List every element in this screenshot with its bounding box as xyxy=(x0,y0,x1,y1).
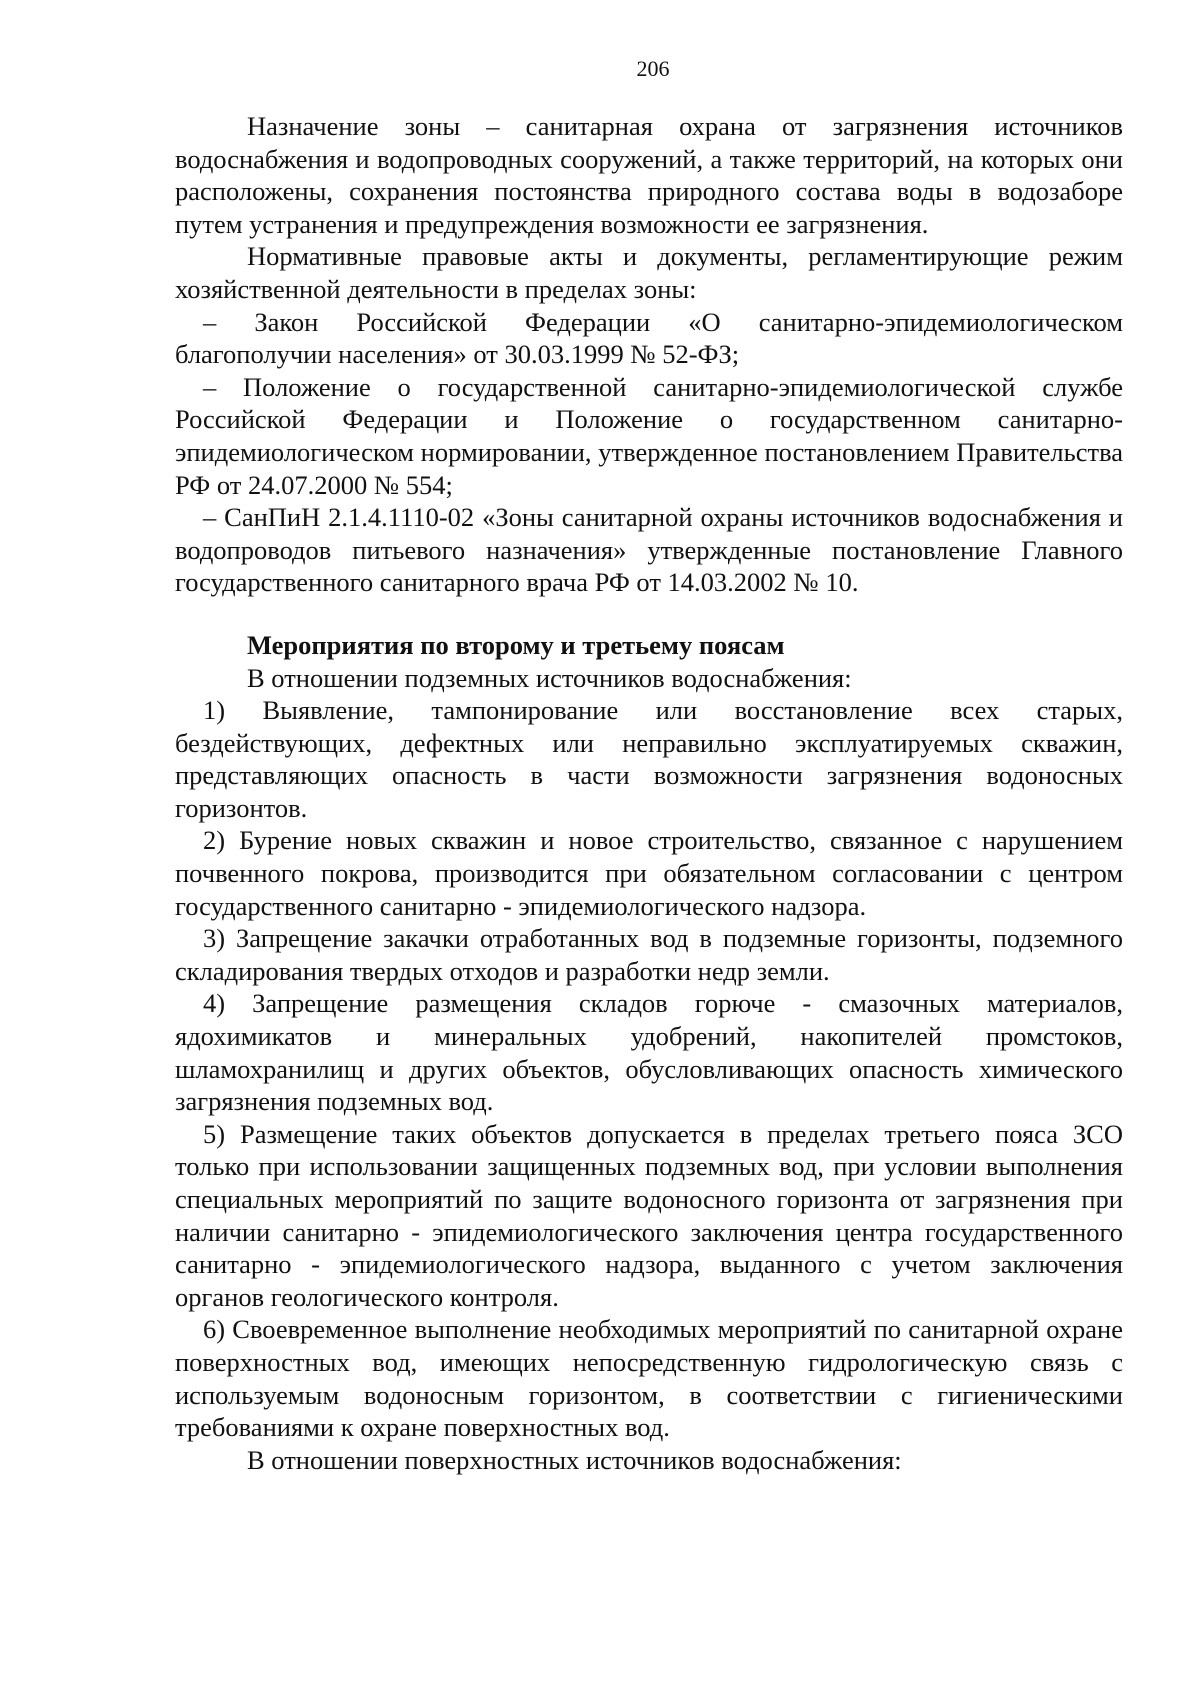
normative-intro-paragraph: Нормативные правовые акты и документы, регламентирующие режим хозяйственной деятельности в пределах зоны: xyxy=(175,241,1123,304)
page-number: 206 xyxy=(636,56,670,81)
measure-item: 1) Выявление, тампонирование или восстановление всех старых, бездействующих, дефектных или неправильно эксплуатируемых скважин, представляющих опасность в части возможности загрязнения водоносных горизонтов. xyxy=(175,695,1123,823)
surface-sources-intro: В отношении поверхностных источников водоснабжения: xyxy=(247,1444,902,1475)
underground-sources-intro: В отношении подземных источников водоснабжения: xyxy=(247,662,852,693)
measure-item: 6) Своевременное выполнение необходимых мероприятий по санитарной охране поверхностных вод, имеющих непосредственную гидрологическую связь с используемым водоносным горизонтом, в соответствии с гигиеническими требованиями к охране поверхностных вод. xyxy=(175,1314,1123,1443)
measure-item: 4) Запрещение размещения складов горюче - смазочных материалов, ядохимикатов и минеральных удобрений, накопителей промстоков, шламохранилищ и других объектов, обусловливающих опасность химического загрязнения подземных вод. xyxy=(175,988,1123,1117)
normative-list-item: – Закон Российской Федерации «О санитарно-эпидемиологическом благополучии населения» от 30.03.1999 № 52-ФЗ; xyxy=(175,306,1123,370)
document-page xyxy=(175,56,1123,1476)
measure-item: 5) Размещение таких объектов допускается в пределах третьего пояса ЗСО только при использовании защищенных подземных вод, при условии выполнения специальных мероприятий по защите водоносного горизонта от загрязнения при наличии санитарно - эпидемиологического заключения центра государственного санитарно - эпидемиологического надзора, выданного с учетом заключения органов геологического контроля. xyxy=(175,1118,1123,1312)
normative-list-item: – СанПиН 2.1.4.1110-02 «Зоны санитарной охраны источников водоснабжения и водопроводов питьевого назначения» утвержденные постановление Главного государственного санитарного врача РФ от 14.03.2002 № 10. xyxy=(175,502,1123,598)
zone-purpose-paragraph: Назначение зоны – санитарная охрана от загрязнения источников водоснабжения и водопроводных сооружений, а также территорий, на которых они расположены, сохранения постоянства природного состава воды в водозаборе путем устранения и предупреждения возможности ее загрязнения. xyxy=(175,111,1123,239)
measure-item: 3) Запрещение закачки отработанных вод в подземные горизонты, подземного складирования твердых отходов и разработки недр земли. xyxy=(175,923,1123,986)
measure-item: 2) Бурение новых скважин и новое строительство, связанное с нарушением почвенного покрова, производится при обязательном согласовании с центром государственного санитарно - эпидемиологического надзора. xyxy=(175,825,1123,921)
normative-list-item: – Положение о государственной санитарно-эпидемиологической службе Российской Федерации и Положение о государственном санитарно-эпидемиологическом нормировании, утвержденное постановлением Правительства РФ от 24.07.2000 № 554; xyxy=(175,371,1123,500)
section-heading: Мероприятия по второму и третьему поясам xyxy=(247,629,785,660)
